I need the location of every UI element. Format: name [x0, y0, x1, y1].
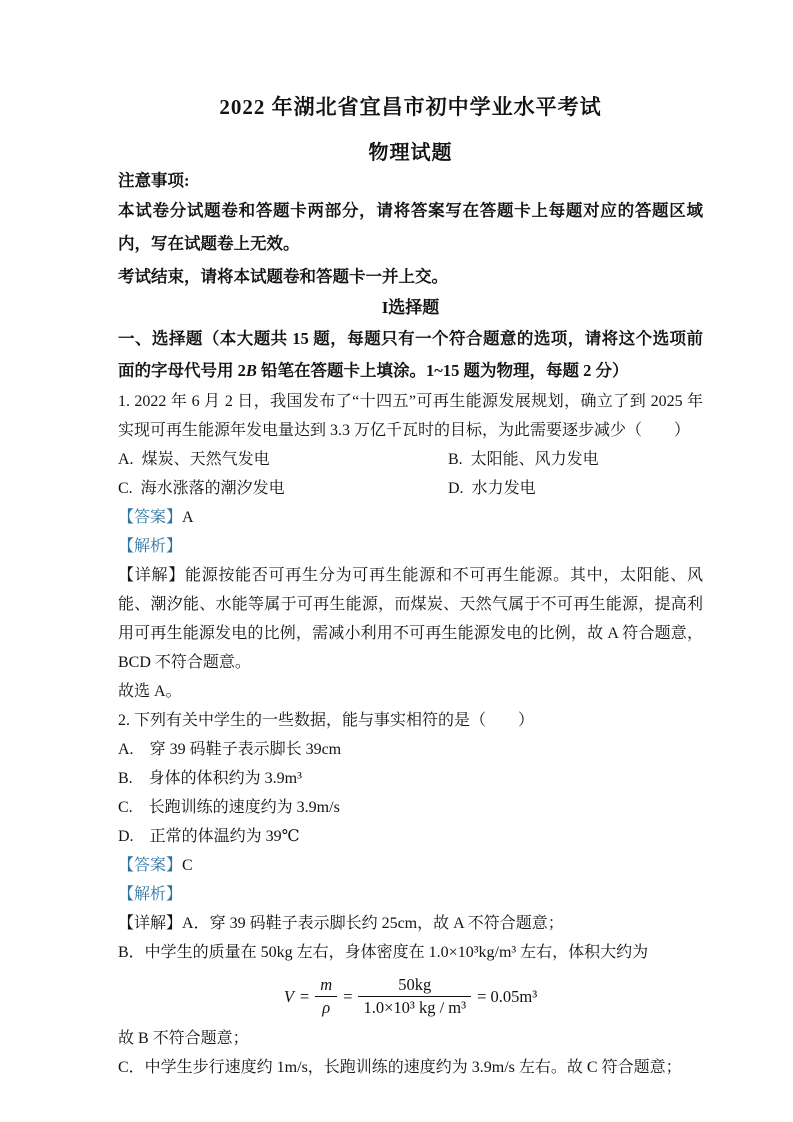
option-letter: C. [118, 799, 133, 816]
question-2-detail-a [118, 909, 703, 938]
answer-value: C [182, 857, 193, 874]
option-text: 水力发电 [471, 480, 536, 497]
question-2 [118, 706, 703, 1082]
detail-text: A．穿 39 码鞋子表示脚长约 25cm，故 A 不符合题意； [182, 915, 564, 932]
fraction-numerator: 50kg [358, 975, 471, 997]
question-2-option-d [118, 822, 703, 851]
option-text: 穿 39 码鞋子表示脚长 39cm [149, 741, 342, 758]
option-letter: B. [448, 451, 463, 468]
option-text: 正常的体温约为 39℃ [149, 828, 300, 845]
option-text: 煤炭、天然气发电 [141, 451, 270, 468]
analysis-label: 【解析】 [118, 538, 183, 555]
intro-text-post: 铅笔在答题卡上填涂。1~15 题为物理，每题 2 分） [256, 361, 629, 380]
fraction-numerator: m [315, 975, 337, 997]
option-text: 太阳能、风力发电 [470, 451, 599, 468]
fraction-denominator: 1.0×10³ kg / m³ [363, 998, 467, 1017]
detail-text: 能源按能否可再生分为可再生能源和不可再生能源。其中，太阳能、风能、潮汐能、水能等属于可再生能源，而煤炭、天然气属于不可再生能源，提高利用可再生能源发电的比例，需减小利用不可再生能源发电的比例，故 A 符合题意，BCD 不符合题意。 [118, 567, 703, 671]
question-2-option-b [118, 764, 703, 793]
question-1-answer [118, 503, 703, 532]
question-2-detail-b: B．中学生的质量在 50kg 左右，身体密度在 1.0×10³kg/m³ 左右，体积大约为 [118, 944, 649, 961]
formula-fraction-1 [312, 975, 340, 1018]
option-text: 海水涨落的潮汐发电 [140, 480, 285, 497]
question-1-option-b [448, 445, 703, 474]
exam-subtitle: 物理试题 [368, 142, 453, 164]
detail-label: 【详解】 [118, 915, 183, 932]
exam-title: 2022 年湖北省宜昌市初中学业水平考试 [219, 95, 602, 119]
formula-fraction-2 [355, 975, 474, 1018]
notice-submit-line: 考试结束，请将本试题卷和答题卡一并上交。 [118, 267, 448, 286]
fraction-denominator: ρ [322, 998, 331, 1017]
question-2-options [118, 735, 703, 851]
question-2-stem: 2. 下列有关中学生的一些数据，能与事实相符的是（ ） [118, 712, 535, 729]
question-1-option-c [118, 474, 448, 503]
question-1-conclusion: 故选 A。 [118, 683, 182, 700]
question-2-analysis [118, 880, 703, 909]
option-letter: A. [118, 741, 134, 758]
formula-equals-1: = [299, 986, 310, 1006]
notice-heading: 注意事项: [118, 171, 190, 190]
question-1-option-d [448, 474, 703, 503]
formula-lhs: V [283, 986, 294, 1006]
question-2-answer [118, 851, 703, 880]
formula-equals-2: = [343, 986, 353, 1006]
question-2-option-c [118, 793, 703, 822]
question-1-option-a [118, 445, 448, 474]
analysis-label: 【解析】 [118, 886, 183, 903]
question-1-stem: 1. 2022 年 6 月 2 日，我国发布了“十四五”可再生能源发展规划，确立了到 2025 年实现可再生能源年发电量达到 3.3 万亿千瓦时的目标，为此需要逐步减少（ ） [118, 393, 703, 439]
section-1-heading: I选择题 [381, 298, 440, 317]
question-1-analysis [118, 532, 703, 561]
notice-paragraph: 本试卷分试题卷和答题卡两部分，请将答案写在答题卡上每题对应的答题区域内，写在试题卷上无效。 [118, 201, 703, 253]
answer-value: A [182, 509, 194, 526]
multiple-choice-intro [118, 323, 703, 387]
option-letter: B. [118, 770, 133, 787]
option-letter: D. [118, 828, 134, 845]
intro-italic-b: B [245, 361, 257, 380]
option-letter: D. [448, 480, 464, 497]
option-text: 长跑训练的速度约为 3.9m/s [148, 799, 340, 816]
question-1-explanation [118, 561, 703, 677]
answer-label: 【答案】 [118, 509, 183, 526]
option-text: 身体的体积约为 3.9m³ [148, 770, 302, 787]
intro-text-pre: 一、选择题（本大题共 15 题，每题只有一个符合题意的选项，请将这个选项前面的字母代号用 2 [118, 329, 703, 380]
question-2-detail-c: C．中学生步行速度约 1m/s，长跑训练的速度约为 3.9m/s 左右。故 C 符合题意； [118, 1059, 682, 1076]
detail-label: 【详解】 [118, 567, 185, 584]
option-letter: A. [118, 451, 134, 468]
question-1-options [118, 445, 703, 503]
answer-label: 【答案】 [118, 857, 183, 874]
question-2-detail-b-conclusion: 故 B 不符合题意； [118, 1030, 249, 1047]
question-1 [118, 387, 703, 706]
formula-result: = 0.05m³ [477, 986, 538, 1006]
option-letter: C. [118, 480, 133, 497]
question-2-option-a [118, 735, 703, 764]
volume-formula [118, 975, 703, 1018]
